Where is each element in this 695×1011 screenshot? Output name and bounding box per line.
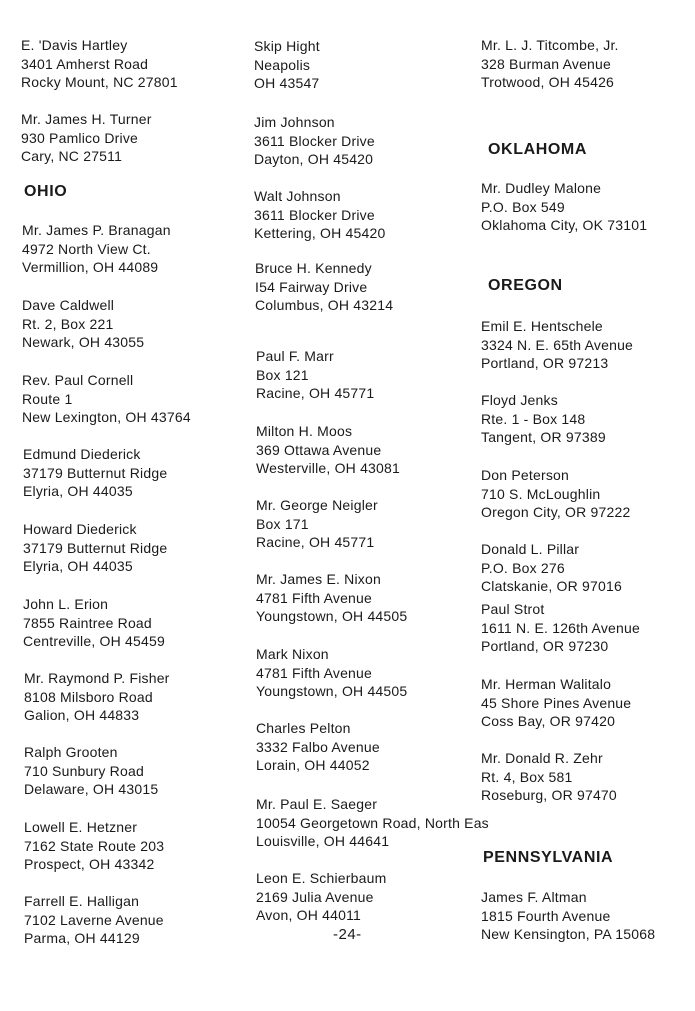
address-entry: [256, 496, 378, 552]
entry-name: Lowell E. Hetzner: [24, 819, 138, 835]
address-entry: [256, 347, 374, 403]
address-entry: [256, 645, 407, 701]
entry-city: Roseburg, OR 97470: [481, 787, 617, 804]
address-entry: [481, 675, 631, 731]
address-entry: [256, 795, 489, 851]
entry-name: James F. Altman: [481, 889, 587, 905]
entry-city: Cary, NC 27511: [21, 148, 123, 165]
address-entry: [24, 743, 158, 799]
entry-street: 3332 Falbo Avenue: [256, 738, 380, 755]
address-entry: [256, 422, 400, 478]
entry-name: Ralph Grooten: [24, 744, 118, 760]
address-entry: [23, 520, 167, 576]
entry-street: 3401 Amherst Road: [21, 55, 149, 72]
entry-city: Kettering, OH 45420: [254, 225, 386, 242]
entry-name: Milton H. Moos: [256, 423, 353, 439]
address-entry: [23, 445, 167, 501]
address-entry: [481, 391, 606, 447]
entry-street: 10054 Georgetown Road, North Eas: [256, 814, 489, 831]
entry-city: Delaware, OH 43015: [24, 781, 159, 798]
entry-name: Mr. Raymond P. Fisher: [24, 670, 170, 686]
entry-street: 369 Ottawa Avenue: [256, 441, 382, 458]
address-entry: [21, 110, 152, 166]
entry-street: I54 Fairway Drive: [255, 278, 368, 295]
entry-city: Vermillion, OH 44089: [22, 259, 159, 276]
entry-street: 1611 N. E. 126th Avenue: [481, 619, 640, 636]
entry-city: Newark, OH 43055: [22, 334, 145, 351]
entry-city: Elyria, OH 44035: [23, 483, 133, 500]
entry-city: Galion, OH 44833: [24, 707, 140, 724]
state-heading-oklahoma: OKLAHOMA: [488, 141, 588, 158]
entry-city: New Lexington, OH 43764: [22, 409, 191, 426]
entry-name: Leon E. Schierbaum: [256, 870, 387, 886]
entry-name: Paul F. Marr: [256, 348, 334, 364]
entry-city: Racine, OH 45771: [256, 534, 375, 551]
entry-city: Trotwood, OH 45426: [481, 74, 615, 91]
entry-name: Walt Johnson: [254, 188, 341, 204]
entry-name: Skip Hight: [254, 38, 320, 54]
address-entry: [256, 719, 380, 775]
entry-city: Tangent, OR 97389: [481, 429, 606, 446]
entry-name: Emil E. Hentschele: [481, 318, 603, 334]
entry-city: Prospect, OH 43342: [24, 856, 155, 873]
entry-street: P.O. Box 549: [481, 198, 565, 215]
entry-name: Edmund Diederick: [23, 446, 141, 462]
address-entry: [24, 892, 164, 948]
entry-name: Mr. Donald R. Zehr: [481, 750, 603, 766]
address-entry: [481, 179, 647, 235]
entry-street: 8108 Milsboro Road: [24, 688, 153, 705]
entry-street: 7102 Laverne Avenue: [24, 911, 164, 928]
entry-name: Mr. L. J. Titcombe, Jr.: [481, 37, 619, 53]
entry-city: Coss Bay, OR 97420: [481, 713, 616, 730]
entry-street: 4781 Fifth Avenue: [256, 664, 373, 681]
entry-name: Floyd Jenks: [481, 392, 558, 408]
entry-street: Route 1: [22, 390, 73, 407]
address-entry: [22, 371, 191, 427]
entry-city: Elyria, OH 44035: [23, 558, 133, 575]
address-entry: [256, 570, 407, 626]
entry-street: 7162 State Route 203: [24, 837, 165, 854]
entry-name: Mr. Paul E. Saeger: [256, 796, 378, 812]
entry-city: Westerville, OH 43081: [256, 460, 401, 477]
entry-street: Rt. 2, Box 221: [22, 315, 114, 332]
entry-name: Mark Nixon: [256, 646, 329, 662]
entry-name: Howard Diederick: [23, 521, 137, 537]
entry-city: Youngstown, OH 44505: [256, 608, 408, 625]
entry-city: OH 43547: [254, 75, 320, 92]
entry-city: Columbus, OH 43214: [255, 297, 394, 314]
entry-name: Don Peterson: [481, 467, 570, 483]
entry-city: Clatskanie, OR 97016: [481, 578, 622, 595]
entry-street: 3611 Blocker Drive: [254, 206, 375, 223]
entry-street: 37179 Butternut Ridge: [23, 464, 168, 481]
entry-name: Mr. Dudley Malone: [481, 180, 602, 196]
entry-name: Donald L. Pillar: [481, 541, 580, 557]
entry-name: Mr. James E. Nixon: [256, 571, 381, 587]
address-entry: [22, 296, 144, 352]
entry-street: Rt. 4, Box 581: [481, 768, 573, 785]
entry-name: Farrell E. Halligan: [24, 893, 140, 909]
entry-street: Neapolis: [254, 56, 311, 73]
address-entry: [254, 37, 320, 93]
entry-street: 45 Shore Pines Avenue: [481, 694, 632, 711]
entry-city: Avon, OH 44011: [256, 907, 362, 924]
entry-name: Charles Pelton: [256, 720, 351, 736]
address-entry: [481, 36, 619, 92]
state-heading-ohio: OHIO: [24, 183, 68, 200]
entry-street: 710 Sunbury Road: [24, 762, 144, 779]
entry-street: 1815 Fourth Avenue: [481, 907, 611, 924]
entry-street: 4781 Fifth Avenue: [256, 589, 373, 606]
entry-name: E. 'Davis Hartley: [21, 37, 128, 53]
address-entry: [481, 317, 633, 373]
address-entry: [24, 818, 164, 874]
entry-street: 3611 Blocker Drive: [254, 132, 375, 149]
entry-street: 2169 Julia Avenue: [256, 888, 374, 905]
address-entry: [21, 36, 178, 92]
address-entry: [481, 600, 640, 656]
address-entry: [481, 749, 617, 805]
entry-street: 710 S. McLoughlin: [481, 485, 601, 502]
entry-city: Centreville, OH 45459: [23, 633, 165, 650]
entry-name: Bruce H. Kennedy: [255, 260, 372, 276]
entry-city: New Kensington, PA 15068: [481, 926, 656, 943]
entry-name: Mr. George Neigler: [256, 497, 378, 513]
entry-city: Youngstown, OH 44505: [256, 683, 408, 700]
entry-name: John L. Erion: [23, 596, 109, 612]
entry-name: Mr. James P. Branagan: [22, 222, 171, 238]
entry-street: 37179 Butternut Ridge: [23, 539, 168, 556]
entry-street: Rte. 1 - Box 148: [481, 410, 586, 427]
entry-name: Rev. Paul Cornell: [22, 372, 134, 388]
address-entry: [23, 595, 165, 651]
entry-name: Jim Johnson: [254, 114, 335, 130]
entry-name: Mr. Herman Walitalo: [481, 676, 612, 692]
entry-street: 328 Burman Avenue: [481, 55, 612, 72]
entry-name: Dave Caldwell: [22, 297, 115, 313]
entry-street: P.O. Box 276: [481, 559, 565, 576]
entry-street: 7855 Raintree Road: [23, 614, 152, 631]
address-entry: [481, 466, 630, 522]
entry-city: Oklahoma City, OK 73101: [481, 217, 648, 234]
entry-city: Racine, OH 45771: [256, 385, 375, 402]
page-number: -24-: [333, 926, 362, 943]
entry-city: Oregon City, OR 97222: [481, 504, 631, 521]
address-entry: [254, 113, 375, 169]
entry-street: 4972 North View Ct.: [22, 240, 151, 257]
address-entry: [481, 888, 655, 944]
state-heading-pennsylvania: PENNSYLVANIA: [483, 849, 614, 866]
entry-city: Louisville, OH 44641: [256, 833, 390, 850]
entry-street: Box 121: [256, 366, 309, 383]
entry-name: Paul Strot: [481, 601, 545, 617]
state-heading-oregon: OREGON: [488, 277, 563, 294]
address-entry: [255, 259, 393, 315]
address-entry: [254, 187, 385, 243]
entry-city: Rocky Mount, NC 27801: [21, 74, 178, 91]
entry-city: Parma, OH 44129: [24, 930, 140, 947]
entry-city: Portland, OR 97213: [481, 355, 609, 372]
entry-street: 930 Pamlico Drive: [21, 129, 138, 146]
address-entry: [24, 669, 170, 725]
entry-street: 3324 N. E. 65th Avenue: [481, 336, 634, 353]
entry-name: Mr. James H. Turner: [21, 111, 152, 127]
address-entry: [256, 869, 386, 925]
address-entry: [22, 221, 171, 277]
address-entry: [481, 540, 622, 596]
entry-city: Dayton, OH 45420: [254, 151, 374, 168]
entry-city: Lorain, OH 44052: [256, 757, 370, 774]
entry-street: Box 171: [256, 515, 309, 532]
entry-city: Portland, OR 97230: [481, 638, 609, 655]
